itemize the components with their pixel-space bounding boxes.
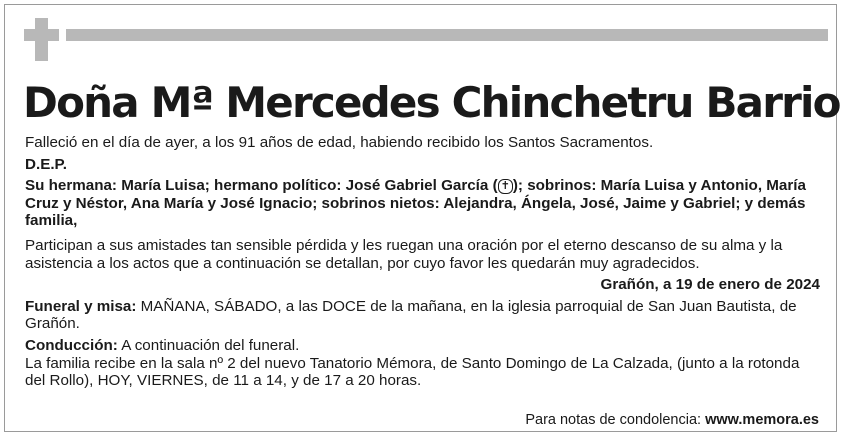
conduction-text: A continuación del funeral. bbox=[117, 336, 300, 354]
condolence-note bbox=[525, 412, 819, 428]
funeral-text: MAÑANA, SÁBADO, a las DOCE de la mañana, en la iglesia parroquial de San Juan Bautista, de Grañón. bbox=[25, 297, 797, 333]
obituary-body bbox=[25, 134, 821, 390]
condolence-website-link[interactable]: www.memora.es bbox=[705, 412, 819, 428]
condolence-label: Para notas de condolencia: bbox=[525, 412, 706, 428]
conduction-info bbox=[25, 337, 821, 355]
funeral-info bbox=[25, 298, 821, 333]
cross-icon bbox=[24, 18, 59, 61]
conduction-label: Conducción: bbox=[25, 336, 118, 354]
place-date: Grañón, a 19 de enero de 2024 bbox=[600, 276, 820, 294]
funeral-label: Funeral y misa: bbox=[25, 297, 137, 315]
deceased-name: Doña Mª Mercedes Chinchetru Barrio bbox=[23, 78, 840, 127]
intro-text: Falleció en el día de ayer, a los 91 años de edad, habiendo recibido los Santos Sacramentos. bbox=[25, 134, 654, 151]
dep-text: D.E.P. bbox=[25, 155, 67, 173]
announcement-text: Participan a sus amistades tan sensible pérdida y les ruegan una oración por el eterno descanso de su alma y la asistencia a los actos que a continuación se detallan, por cuyo favor les quedarán muy agradecidos. bbox=[25, 236, 783, 272]
header-bar bbox=[66, 29, 828, 41]
reception-text: La familia recibe en la sala nº 2 del nuevo Tanatorio Mémora, de Santo Domingo de La Calzada, (junto a la rotonda del Rollo), HOY, VIERNES, de 11 a 14, y de 17 a 20 horas. bbox=[25, 354, 800, 390]
deceased-cross-icon: ✝ bbox=[498, 179, 513, 194]
family-text-part2: ); sobrinos: María Luisa y Antonio, María Cruz y Néstor, Ana María y José Ignacio; sobrinos nietos: Alejandra, Ángela, José, Jaime y Gabriel; y demás familia, bbox=[25, 177, 806, 230]
family-text bbox=[25, 177, 821, 230]
family-text-part1: Su hermana: María Luisa; hermano político: José Gabriel García ( bbox=[25, 177, 498, 195]
